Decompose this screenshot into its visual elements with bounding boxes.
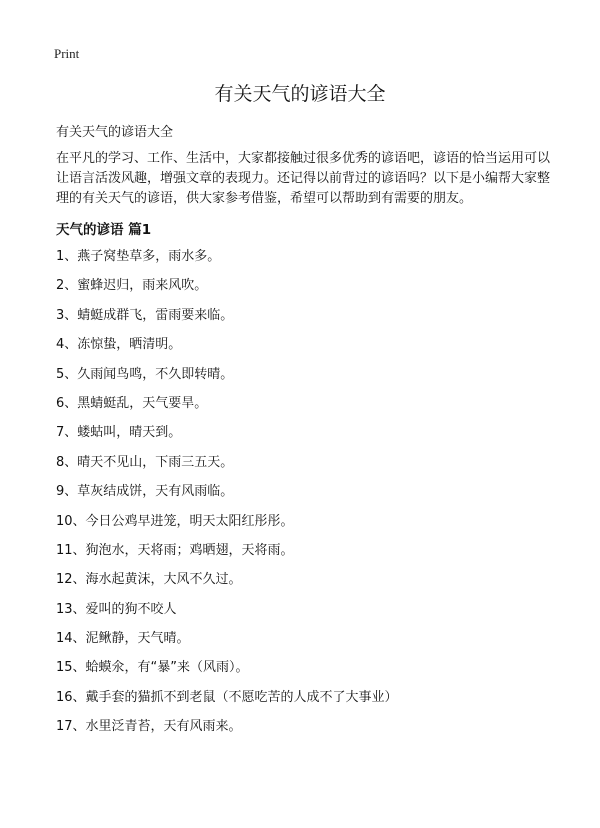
section-heading: 天气的谚语 篇1: [56, 222, 152, 238]
list-item: 14、泥鳅静，天气晴。: [56, 631, 190, 647]
list-item: 7、蝼蛄叫，晴天到。: [56, 425, 182, 441]
list-item: 11、狗泡水，天将雨；鸡晒翅，天将雨。: [56, 542, 294, 558]
list-item: 2、蜜蜂迟归，雨来风吹。: [56, 278, 208, 294]
list-item: 8、晴天不见山，下雨三五天。: [56, 454, 234, 470]
list-item: 4、冻惊蛰，晒清明。: [56, 337, 182, 353]
list-item: 17、水里泛青苔，天有风雨来。: [56, 719, 242, 735]
page-title: 有关天气的谚语大全: [214, 83, 386, 105]
list-item: 15、蛤蟆氽，有“暴”来（风雨）。: [56, 660, 249, 676]
proverb-list: [56, 244, 556, 744]
list-item: 3、蜻蜓成群飞，雷雨要来临。: [56, 307, 234, 323]
document-subtitle: 有关天气的谚语大全: [56, 125, 174, 140]
list-item: 1、燕子窝垫草多，雨水多。: [56, 249, 221, 264]
list-item: 12、海水起黄沫，大风不久过。: [56, 572, 242, 588]
list-item: 10、今日公鸡早进笼，明天太阳红彤彤。: [56, 513, 294, 529]
list-item: 5、久雨闻鸟鸣，不久即转晴。: [56, 366, 234, 382]
list-item: 13、爱叫的狗不咬人: [56, 601, 177, 617]
list-item: 16、戴手套的猫抓不到老鼠（不愿吃苦的人成不了大事业）: [56, 689, 398, 705]
list-item: 9、草灰结成饼，天有风雨临。: [56, 484, 234, 500]
intro-paragraph: 在平凡的学习、工作、生活中，大家都接触过很多优秀的谚语吧，谚语的恰当运用可以让语言活泼风趣，增强文章的表现力。还记得以前背过的谚语吗？以下是小编帮大家整理的有关天气的谚语，供大家参考借鉴，希望可以帮助到有需要的朋友。: [56, 151, 551, 206]
print-label: Print: [54, 46, 80, 61]
list-item: 6、黑蜻蜓乱，天气要旱。: [56, 395, 208, 411]
